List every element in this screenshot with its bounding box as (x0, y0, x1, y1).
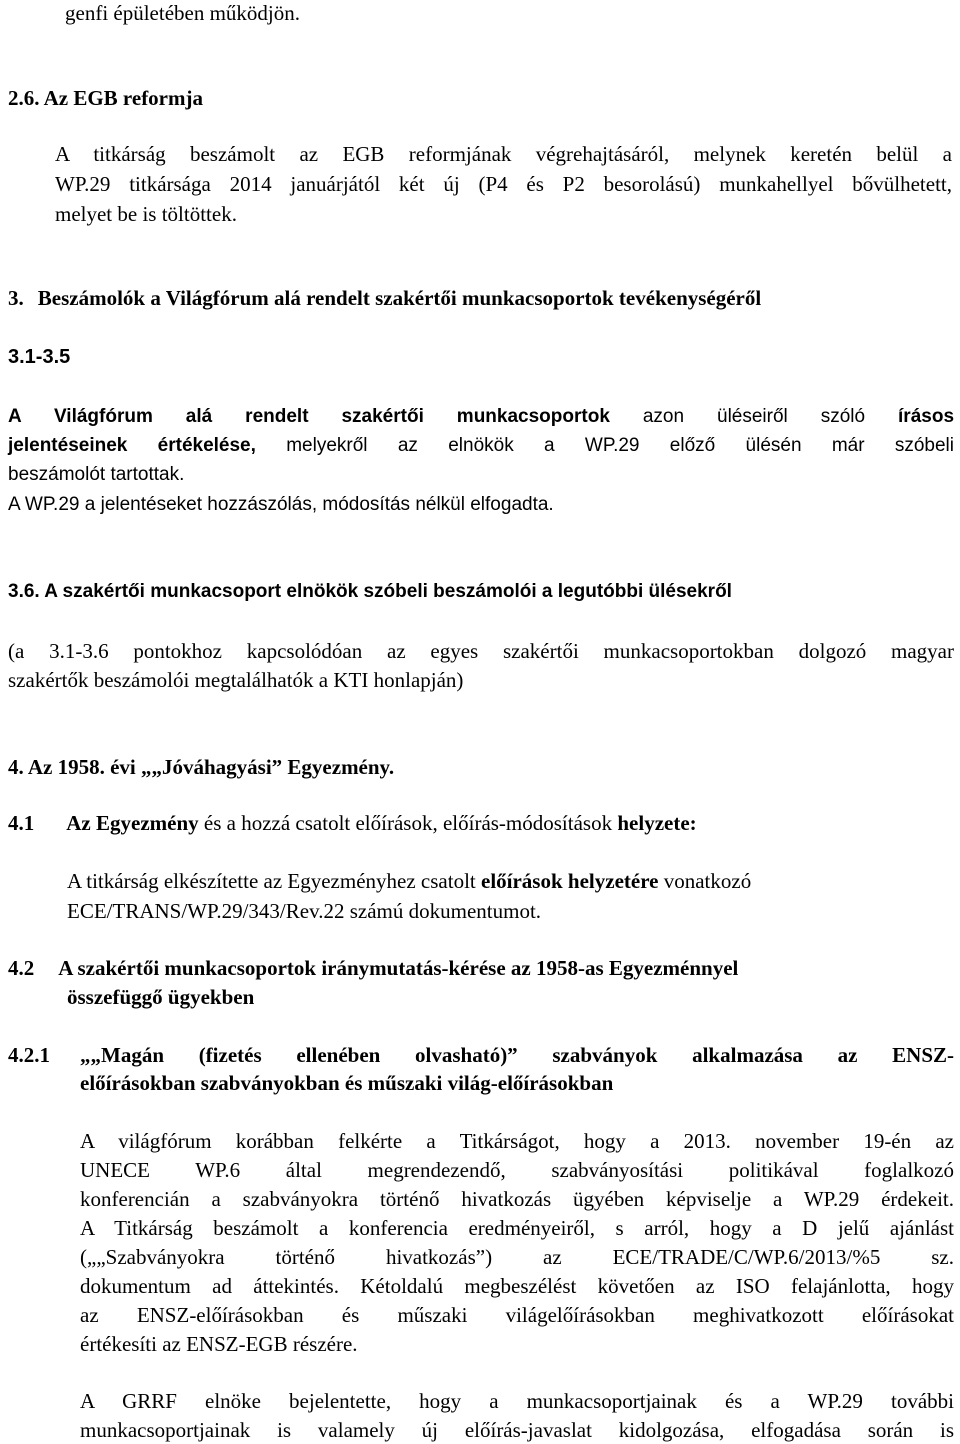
section-4-2-1-para-line: az ENSZ-előírásokban és műszaki világelőírásokban meghivatkozott előírásokat (80, 1303, 954, 1327)
section-4-2-1-para-line: konferencián a szabványokra történő hivatkozás ügyében képviselje a WP.29 érdekeit. (80, 1187, 954, 1211)
section-4-2-1-title-line: „„Magán (fizetés ellenében olvasható)” szabványok alkalmazása az ENSZ- (80, 1043, 954, 1067)
section-4-2-title-line: A szakértői munkacsoportok iránymutatás-kérése az 1958-as Egyezménnyel (58, 956, 739, 980)
section-4-1-text: vonatkozó (663, 869, 752, 893)
section-4-1-number: 4.1 (8, 811, 35, 835)
section-4-2-1-para-line: UNECE WP.6 által megrendezendő, szabványosítási politikával foglalkozó (80, 1158, 954, 1182)
section-3-heading (8, 285, 761, 311)
section-4-2-1-para-line: A világfórum korábban felkérte a Titkárságot, hogy a 2013. november 19-én az (80, 1129, 954, 1153)
section-3-1-text: azon üléseiről szóló (642, 406, 866, 427)
section-4-1-bold-text: Az Egyezmény (66, 811, 199, 835)
section-4-1-para-line: ECE/TRANS/WP.29/343/Rev.22 számú dokumentumot. (67, 899, 542, 923)
section-4-1-heading (8, 810, 697, 836)
section-2-6-para-line: A titkárság beszámolt az EGB reformjának végrehajtásáról, melynek keretén belül a (55, 142, 952, 166)
section-3-1-bold-text: jelentéseinek értékelése, (8, 435, 256, 456)
section-3-6-heading: 3.6. A szakértői munkacsoport elnökök szóbeli beszámolói a legutóbbi ülésekről (8, 581, 732, 602)
section-4-2-1-para-line: dokumentum ad áttekintés. Kétoldalú megbeszélést követően az ISO felajánlotta, hogy (80, 1274, 954, 1298)
section-3-1-heading: 3.1-3.5 (8, 346, 71, 368)
section-2-6-para-line: melyet be is töltöttek. (55, 202, 237, 226)
section-4-2-1-para-line: A GRRF elnöke bejelentette, hogy a munkacsoportjainak és a WP.29 további (80, 1389, 954, 1413)
section-4-2-1-para-line: munkacsoportjainak is valamely új előírás-javaslat kidolgozása, elfogadása során is (80, 1418, 954, 1442)
section-4-1-bold-text: helyzete: (617, 811, 697, 835)
section-4-heading: 4. Az 1958. évi „„Jóváhagyási” Egyezmény. (8, 755, 395, 779)
section-3-1-para-line: beszámolót tartottak. (8, 464, 185, 485)
section-2-6-heading: 2.6. Az EGB reformja (8, 86, 203, 110)
section-4-2-number: 4.2 (8, 956, 35, 980)
section-3-1-bold-text: írásos (898, 406, 955, 427)
section-4-1-text: és a hozzá csatolt előírások, előírás-módosítások (203, 811, 613, 835)
intro-line: genfi épületében működjön. (65, 1, 301, 25)
section-3-6-para-line: szakértők beszámolói megtalálhatók a KTI honlapján) (8, 668, 464, 692)
section-4-2-1-para-line: értékesíti az ENSZ-EGB részére. (80, 1332, 358, 1356)
section-3-title: Beszámolók a Világfórum alá rendelt szakértői munkacsoportok tevékenységéről (37, 286, 762, 310)
section-4-2-1-number: 4.2.1 (8, 1043, 50, 1067)
section-3-1-para-line (8, 433, 954, 459)
section-4-2-1-para-line: A Titkárság beszámolt a konferencia eredményeiről, s arról, hogy a D jelű ajánlást (80, 1216, 954, 1240)
section-4-1-text: A titkárság elkészítette az Egyezményhez csatolt (67, 869, 476, 893)
section-3-1-bold-text: A Világfórum alá rendelt szakértői munkacsoportok (8, 406, 610, 427)
section-4-2-1-title-line: előírásokban szabványokban és műszaki világ-előírásokban (80, 1071, 614, 1095)
section-4-2-title-line: összefüggő ügyekben (67, 985, 255, 1009)
section-3-1-para-line (8, 404, 954, 430)
section-4-2-heading (8, 955, 738, 981)
section-4-1-para-line (67, 868, 751, 894)
section-2-6-para-line: WP.29 titkársága 2014 januárjától két új (P4 és P2 besorolású) munkahellyel bővülhetett, (55, 172, 952, 196)
section-3-1-para-line: A WP.29 a jelentéseket hozzászólás, módosítás nélkül elfogadta. (8, 494, 554, 515)
section-3-1-text: melyekről az elnökök a WP.29 előző ülésén már szóbeli (286, 435, 955, 456)
section-3-6-para-line: (a 3.1-3.6 pontokhoz kapcsolódóan az egyes szakértői munkacsoportokban dolgozó magyar (8, 639, 954, 663)
section-4-2-1-para-line: („„Szabványokra történő hivatkozás”) az ECE/TRADE/C/WP.6/2013/%5 sz. (80, 1245, 954, 1269)
section-3-number: 3. (8, 286, 24, 310)
section-4-1-bold-text: előírások helyzetére (481, 869, 659, 893)
